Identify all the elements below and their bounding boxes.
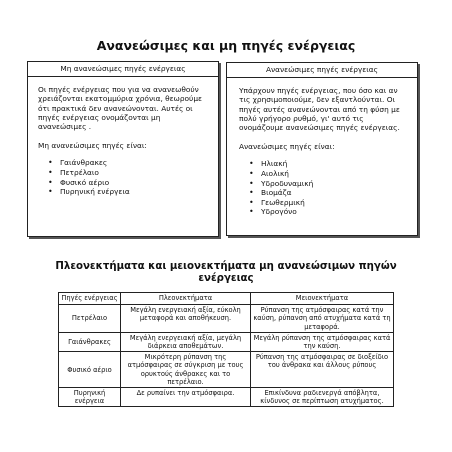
table-row xyxy=(59,332,394,351)
advantages-cell: Μεγάλη ενεργειακή αξία, εύκολη μεταφορά και αποθήκευση. xyxy=(121,305,251,333)
disadvantages-cell: Ρύπανση της ατμόσφαιρας κατά την καύση, ρύπανση από ατυχήματα κατά τη μεταφορά. xyxy=(251,305,394,333)
list-item: • Βιομάζα xyxy=(261,188,405,198)
list-item: • Αιολική xyxy=(261,169,405,179)
list-item: • Πετρέλαιο xyxy=(60,168,208,178)
table-row xyxy=(59,388,394,407)
non-renewable-description: Οι πηγές ενέργειας που για να ανανεωθούν χρειάζονται εκατομμύρια χρόνια, θεωρούμε ότι πρακτικά δεν ανανεώνονται. Αυτές οι πηγές ενέργειας ονομάζονται μη ανανεώσιμες . xyxy=(38,85,203,132)
renewable-list xyxy=(239,159,405,217)
advantages-cell: Μεγάλη ενεργειακή αξία, μεγάλη διάρκεια αποθεμάτων. xyxy=(121,332,251,351)
header-source: Πηγές ενέργειας xyxy=(59,293,121,305)
disadvantages-cell: Επικίνδυνα ραδιενεργά απόβλητα, κίνδυνος σε περίπτωση ατυχήματος. xyxy=(251,388,394,407)
list-item: • Πυρηνική ενέργεια xyxy=(60,187,208,197)
disadvantages-cell: Ρύπανση της ατμόσφαιρας σε διοξείδιο του άνθρακα και άλλους ρύπους xyxy=(251,352,394,388)
renewable-description: Υπάρχουν πηγές ενέργειας, που όσο και αν τις χρησιμοποιούμε, δεν εξαντλούνται. Οι πηγές αυτές ανανεώνονται από τη φύση με πολύ γρήγορο ρυθμό, γι' αυτό τις ονομάζουμε ανανεώσιμες πηγές ενέργειας. xyxy=(239,86,400,133)
non-renewable-box xyxy=(27,61,219,237)
source-cell: Πετρέλαιο xyxy=(59,305,121,333)
non-renewable-list-label: Μη ανανεώσιμες πηγές είναι: xyxy=(38,141,147,151)
advantages-cell: Μικρότερη ρύπανση της ατμόσφαιρας σε σύγκριση με τους ορυκτούς άνθρακες και το πετρέλαιο. xyxy=(121,352,251,388)
source-cell: Γαιάνθρακες xyxy=(59,332,121,351)
list-item: • Γεωθερμική xyxy=(261,198,405,208)
non-renewable-heading: Μη ανανεώσιμες πηγές ενέργειας xyxy=(28,62,218,77)
table-header-row xyxy=(59,293,394,305)
list-item: • Υδροδυναμική xyxy=(261,179,405,189)
list-item: • Φυσικό αέριο xyxy=(60,178,208,188)
list-item: • Ηλιακή xyxy=(261,159,405,169)
non-renewable-list xyxy=(38,158,208,196)
pros-cons-table xyxy=(58,292,394,407)
renewable-list-label: Ανανεώσιμες πηγές είναι: xyxy=(239,142,335,152)
list-item: • Γαιάνθρακες xyxy=(60,158,208,168)
source-cell: Πυρηνική ενέργεια xyxy=(59,388,121,407)
table-title: Πλεονεκτήματα και μειονεκτήματα μη ανανεώσιμων πηγών ενέργειας xyxy=(55,261,397,285)
list-item: • Υδρογόνο xyxy=(261,207,405,217)
renewable-box xyxy=(226,62,418,236)
disadvantages-cell: Μεγάλη ρύπανση της ατμόσφαιρας κατά την καύση. xyxy=(251,332,394,351)
header-advantages: Πλεονεκτήματα xyxy=(121,293,251,305)
advantages-cell: Δε ρυπαίνει την ατμόσφαιρα. xyxy=(121,388,251,407)
source-cell: Φυσικό αέριο xyxy=(59,352,121,388)
renewable-heading: Ανανεώσιμες πηγές ενέργειας xyxy=(227,63,417,78)
table-row xyxy=(59,352,394,388)
table-row xyxy=(59,305,394,333)
header-disadvantages: Μειονεκτήματα xyxy=(251,293,394,305)
page-title: Ανανεώσιμες και μη πηγές ενέργειας xyxy=(96,38,356,53)
